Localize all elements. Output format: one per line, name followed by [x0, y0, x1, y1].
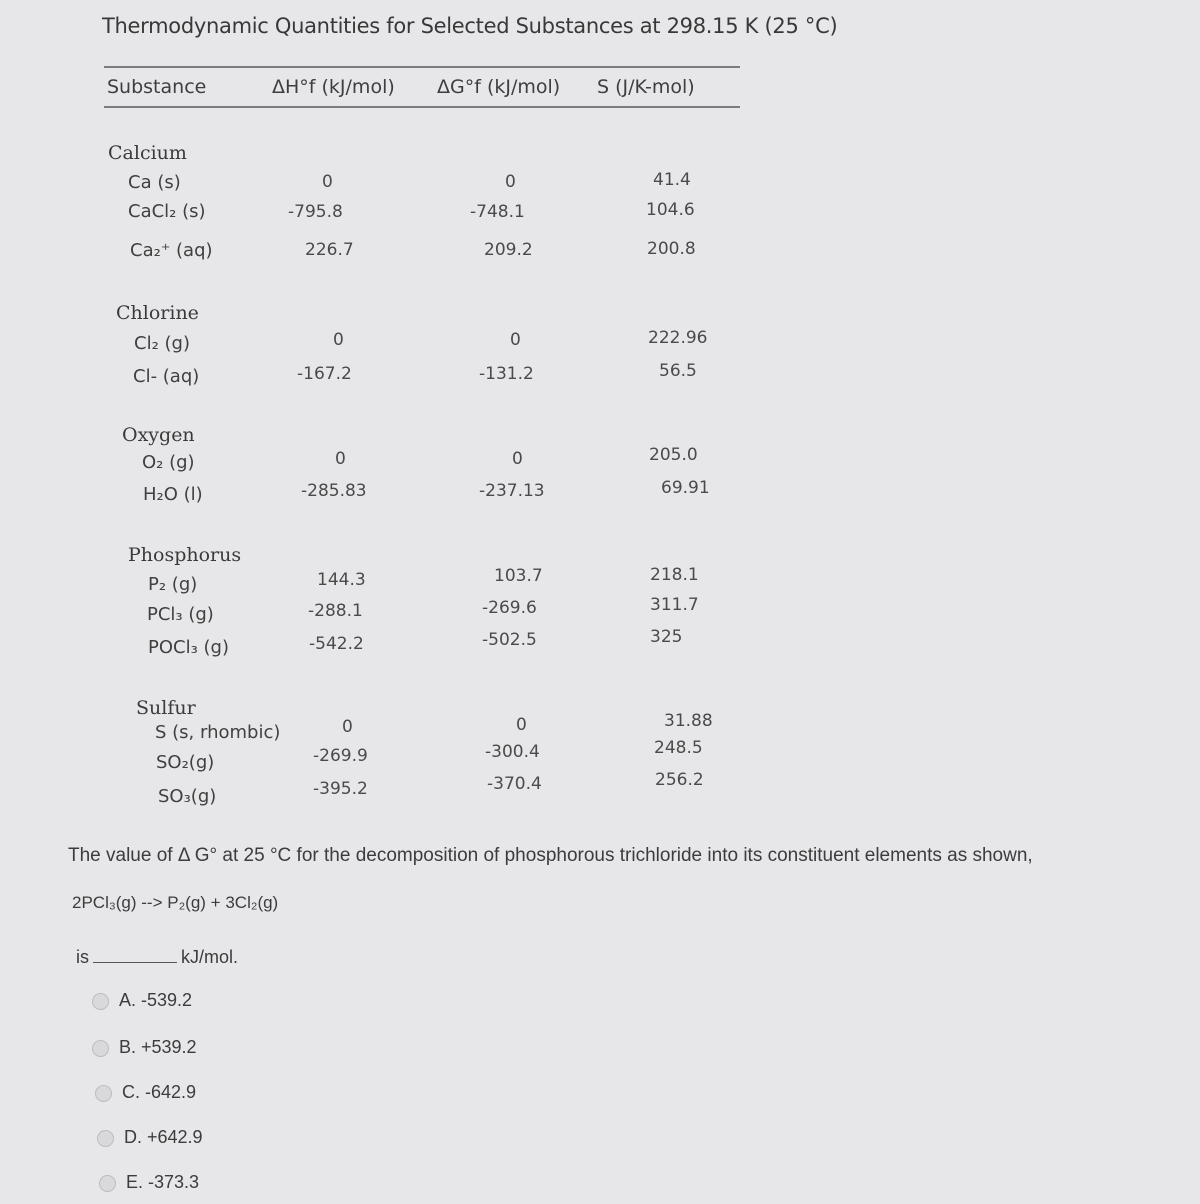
substance-cell: Ca (s) [128, 172, 181, 193]
substance-cell: H₂O (l) [143, 484, 203, 505]
header-bottom-rule [104, 106, 740, 108]
entropy-cell: 325 [650, 627, 683, 647]
header-top-rule [104, 66, 740, 68]
group-phosphorus: Phosphorus [128, 544, 242, 566]
delta-h-cell: 0 [342, 717, 353, 737]
option-label: C. -642.9 [122, 1082, 197, 1102]
reaction-equation: 2PCl₃(g) --> P₂(g) + 3Cl₂(g) [72, 893, 279, 912]
delta-g-cell: 103.7 [494, 566, 543, 586]
delta-h-cell: -167.2 [297, 364, 352, 384]
substance-cell: P₂ (g) [148, 574, 198, 595]
substance-cell: S (s, rhombic) [155, 722, 281, 743]
delta-g-cell: 0 [505, 172, 516, 192]
option-label: D. +642.9 [124, 1127, 203, 1147]
delta-h-cell: 0 [322, 172, 333, 192]
group-chlorine: Chlorine [116, 302, 199, 324]
delta-g-cell: 209.2 [484, 240, 533, 260]
delta-g-cell: -502.5 [482, 630, 537, 650]
option-d[interactable] [97, 1127, 203, 1148]
is-label: is [76, 947, 89, 967]
radio-icon[interactable] [95, 1085, 112, 1102]
option-label: B. +539.2 [119, 1037, 197, 1057]
radio-icon[interactable] [92, 1040, 109, 1057]
delta-h-cell: -269.9 [313, 746, 368, 766]
entropy-cell: 200.8 [647, 239, 696, 259]
option-label: E. -373.3 [126, 1172, 200, 1192]
answer-blank [93, 946, 177, 963]
delta-g-cell: 0 [516, 715, 527, 735]
unit-label: kJ/mol. [181, 947, 239, 967]
entropy-cell: 256.2 [655, 770, 704, 790]
delta-h-cell: -395.2 [313, 779, 368, 799]
radio-icon[interactable] [99, 1175, 116, 1192]
option-c[interactable] [95, 1082, 196, 1103]
entropy-cell: 218.1 [650, 565, 699, 585]
delta-h-cell: 226.7 [305, 240, 354, 260]
delta-h-cell: -285.83 [301, 481, 367, 501]
header-delta-h: ΔH°f (kJ/mol) [272, 76, 395, 98]
delta-g-cell: -748.1 [470, 202, 525, 222]
substance-cell: PCl₃ (g) [147, 604, 214, 625]
delta-h-cell: -288.1 [308, 601, 363, 621]
header-entropy: S (J/K-mol) [597, 76, 695, 98]
substance-cell: POCl₃ (g) [148, 637, 229, 658]
entropy-cell: 311.7 [650, 595, 699, 615]
entropy-cell: 31.88 [664, 711, 713, 731]
delta-h-cell: 144.3 [317, 570, 366, 590]
radio-icon[interactable] [97, 1130, 114, 1147]
header-delta-g: ΔG°f (kJ/mol) [437, 76, 561, 98]
radio-icon[interactable] [92, 993, 109, 1010]
group-sulfur: Sulfur [136, 697, 196, 719]
option-e[interactable] [99, 1172, 199, 1193]
group-calcium: Calcium [108, 142, 187, 164]
substance-cell: Cl- (aq) [133, 366, 200, 387]
delta-h-cell: -795.8 [288, 202, 343, 222]
option-b[interactable] [92, 1037, 197, 1058]
delta-g-cell: 0 [510, 330, 521, 350]
delta-h-cell: 0 [335, 449, 346, 469]
answer-blank-line [76, 946, 238, 968]
entropy-cell: 41.4 [653, 170, 691, 190]
substance-cell: SO₃(g) [158, 786, 217, 807]
question-text: The value of Δ G° at 25 °C for the decomposition of phosphorous trichloride into its constituent elements as shown, [68, 845, 1033, 866]
substance-cell: Cl₂ (g) [134, 333, 190, 354]
delta-h-cell: -542.2 [309, 634, 364, 654]
substance-cell: Ca₂⁺ (aq) [130, 240, 213, 261]
delta-g-cell: -300.4 [485, 742, 540, 762]
delta-g-cell: -237.13 [479, 481, 545, 501]
entropy-cell: 69.91 [661, 478, 710, 498]
delta-h-cell: 0 [333, 330, 344, 350]
entropy-cell: 205.0 [649, 445, 698, 465]
substance-cell: O₂ (g) [142, 452, 195, 473]
entropy-cell: 56.5 [659, 361, 697, 381]
delta-g-cell: -370.4 [487, 774, 542, 794]
entropy-cell: 104.6 [646, 200, 695, 220]
group-oxygen: Oxygen [122, 424, 195, 446]
substance-cell: CaCl₂ (s) [128, 201, 206, 222]
option-a[interactable] [92, 990, 192, 1011]
delta-g-cell: -269.6 [482, 598, 537, 618]
substance-cell: SO₂(g) [156, 752, 215, 773]
entropy-cell: 222.96 [648, 328, 708, 348]
table-title: Thermodynamic Quantities for Selected Substances at 298.15 K (25 °C) [102, 14, 838, 38]
entropy-cell: 248.5 [654, 738, 703, 758]
delta-g-cell: 0 [512, 449, 523, 469]
header-substance: Substance [107, 76, 207, 98]
option-label: A. -539.2 [119, 990, 193, 1010]
delta-g-cell: -131.2 [479, 364, 534, 384]
